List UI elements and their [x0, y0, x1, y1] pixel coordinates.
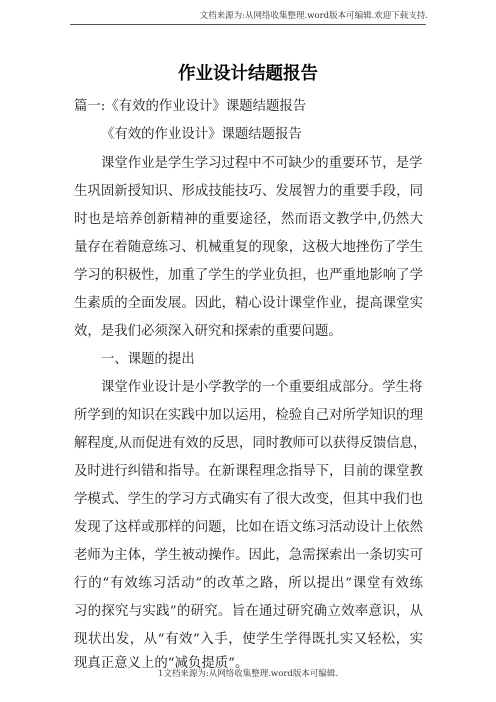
page-header-note: 文档来源为:从网络收集整理.word版本可编辑.欢迎下载支持.	[199, 11, 428, 21]
paragraph-2-line: 习的探究与实践”的研究。旨在通过研究确立效率意识，从	[74, 604, 423, 619]
header-divider	[70, 24, 426, 25]
paragraph-2-line: 所学到的知识在实践中加以运用，检验自己对所学知识的理	[74, 408, 423, 423]
paragraph-1-line: 效，是我们必须深入研究和探索的重要问题。	[74, 324, 342, 339]
paragraph-1-line: 量存在着随意练习、机械重复的现象，这极大地挫伤了学生	[74, 240, 423, 255]
paragraph-1-line: 时也是培养创新精神的重要途径，然而语文教学中,仍然大	[74, 212, 423, 227]
paragraph-2-line: 现状出发，从“有效”入手，使学生学得既扎实又轻松，实	[74, 632, 423, 647]
paragraph-2-line: 老师为主体，学生被动操作。因此，急需探索出一条切实可	[74, 548, 423, 563]
paragraph-2-line: 发现了这样或那样的问题，比如在语文练习活动设计上依然	[74, 520, 423, 535]
part-heading: 篇一:《有效的作业设计》课题结题报告	[74, 99, 307, 114]
paragraph-1-line: 课堂作业是学生学习过程中不可缺少的重要环节，是学	[101, 156, 423, 171]
paragraph-2-line: 及时进行纠错和指导。在新课程理念指导下，目前的课堂教	[74, 464, 423, 479]
page-footer-note: 1文档来源为:从网络收集整理.word版本可编辑.	[157, 669, 339, 679]
sub-heading: 《有效的作业设计》课题结题报告	[101, 127, 302, 142]
paragraph-1-line: 生巩固新授知识、形成技能技巧、发展智力的重要手段，同	[74, 184, 423, 199]
paragraph-1-line: 生素质的全面发展。因此，精心设计课堂作业，提高课堂实	[74, 296, 423, 311]
paragraph-2-line: 现真正意义上的“减负提质”。	[74, 656, 249, 671]
paragraph-2-line: 解程度,从而促进有效的反思，同时教师可以获得反馈信息，	[74, 436, 427, 451]
paragraph-2-line: 学模式、学生的学习方式确实有了很大改变，但其中我们也	[74, 492, 423, 507]
paragraph-2-line: 课堂作业设计是小学教学的一个重要组成部分。学生将	[101, 380, 423, 395]
paragraph-2-line: 行的“有效练习活动”的改革之路，所以提出“课堂有效练	[74, 576, 423, 591]
section-heading: 一、课题的提出	[101, 352, 195, 367]
document-title: 作业设计结题报告	[178, 64, 318, 84]
paragraph-1-line: 学习的积极性，加重了学生的学业负担，也严重地影响了学	[74, 268, 423, 283]
